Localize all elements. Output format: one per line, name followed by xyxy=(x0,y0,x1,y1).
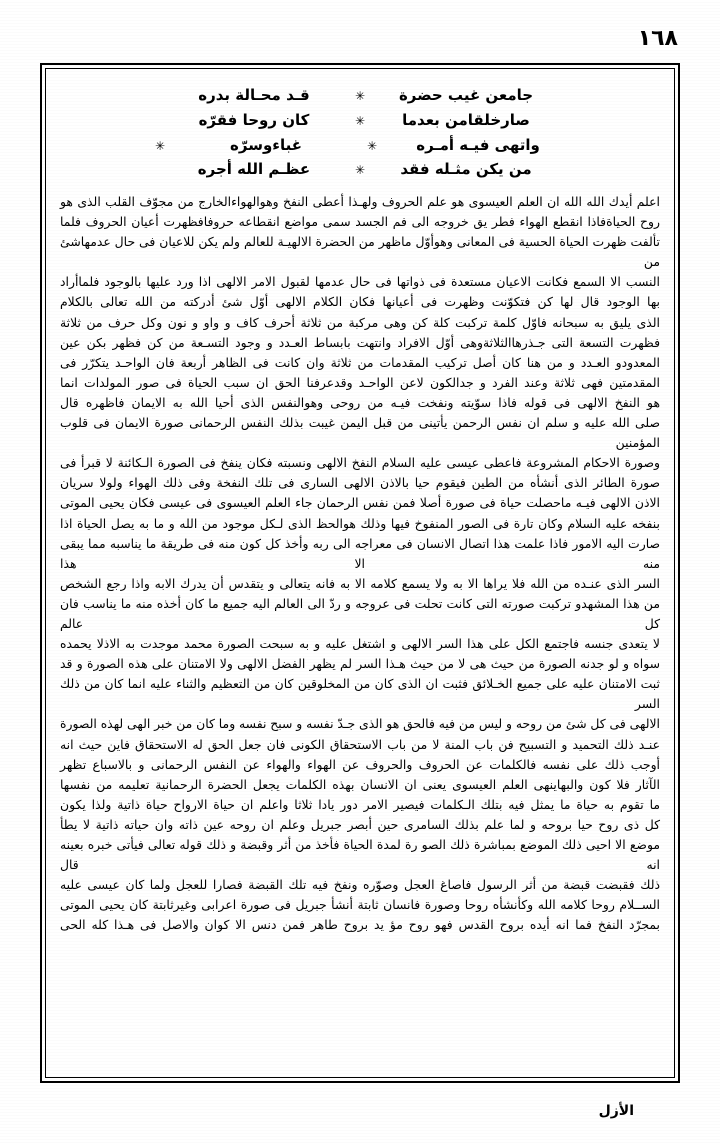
verse-hemistich-right: جامعن غيب حضرة xyxy=(398,86,534,104)
body-line: ذلك فقبضت قبضة من أثر الرسول فاصاغ العجل وصوّره ونفخ فيه تلك القبضة فصارا للعجل ولما كان عيسى عليه xyxy=(60,877,660,893)
catchword: الأزل xyxy=(598,1103,634,1119)
verse-separator-icon: ✳ xyxy=(354,113,366,128)
body-line: بها الوجود قال لها كن فتكوّنت وظهرت فى أعيانها فكان الكلام الالهى أوّل شئ أدركته من الله تعالى بالكلام xyxy=(60,294,660,310)
verse-line xyxy=(60,83,660,108)
body-line: لا يتعدى جنسه فاجتمع الكل على هذا السر الالهى و اشتغل عليه و به سبحت الصورة محمد موجدت به الاذلا يحمده xyxy=(60,636,660,652)
body-line: الالهى فى كل شئ من روحه و ليس من فيه فالحق هو الذى جـدّ نفسه و سبح نفسه وما كان من خبر الهى لهذه الصورة xyxy=(60,716,660,732)
body-line: صلى الله عليه و سلم ان نفس الرحمن يأتينى من قبل اليمن غيبت بذلك النفس الرحمانى صورة الايمان فى قلوب المؤمنين xyxy=(60,415,660,451)
body-line: الذى يليق به سبحانه فاوّل كلمة تركبت كلة كن وهى مركبة من ثلاثة أحرف كاف و واو و نون وكل حرف من ثلاثة xyxy=(60,314,660,330)
body-line: أوجب ذلك على نفسه فالكلمات عن الحروف والحروف عن الهواء والهواء عن النفس الرحمانى و بالاسباع تظهر xyxy=(60,756,660,772)
verse-hemistich-right: من يكن مثـله فقد xyxy=(400,160,532,179)
body-line: تألفت ظهرت الحياة الحسية فى المعانى وهوأوّل ماظهر من الحضرة الالهيـة للعالم ولم يكن للاعيان فى حال عدمهاشئ من xyxy=(60,234,660,270)
body-line: عنـد ذلك التحميد و التسبيح فن باب المنة لا من باب الاستحقاق الكونى فان جعل الحق له الاستحقاق فاين حيث انه xyxy=(60,736,660,752)
verse-line xyxy=(60,108,660,133)
body-line: فظهرت التسعة التى جـذرهاالثلاثةوهى أوّل الافراد وانتهت بابساط العـدد و وجود التسـعة من كن فظهر بكن عين xyxy=(60,334,660,350)
body-line: اعلم أيدك الله الله ان العلم العيسوى هو علم الحروف ولهـذا أعطى النفخ وهوالهواءالخارج من مجوّف القلب الذى هو xyxy=(60,194,660,209)
verse-hemistich-right: صارخلقامن بعدما xyxy=(402,110,530,129)
verse-separator-icon-2: ✳ xyxy=(154,138,165,153)
verse-hemistich-left: كان روحا فقرّه xyxy=(198,110,310,129)
body-line: ما تقوم به حياة ما يمثل فيه بتلك الـكلمات فيصير الامر دور يادا ثلاثا واعلم ان حياة الارواح حياة ذاتية ولذا يكون xyxy=(60,796,660,812)
body-line: كل ذى روح حيا بروحه و لما علم بذلك السامرى حين أبصر جبريل وعلم ان روحه عين ذاته وان حياته ذاتية لا يطأ xyxy=(60,816,660,832)
verse-line xyxy=(60,157,660,182)
body-line: السر الذى عنـده من الله فلا يراها الا به ولا يسمع كلامه الا به فانه يتعالى و يتقدس أن يدرك الابه واذا رجع الشخص xyxy=(60,575,660,591)
body-line: بنفخه عليه السلام وكان تارة فى الصور المنفوخ فيها وذلك هوالحظ الذى لـكل موجود من الله و ما به يصل الحياة اذا xyxy=(60,515,660,531)
body-line: من هذا المشهدو تركبت صورته التى كانت تحلت فى عروجه و ردّ الى العالم اليه جميع ما كان أخذه منه ما يناسب فان كل عالم xyxy=(60,595,660,631)
body-line: موضع الا احيى ذلك الموضع بمباشرة ذلك الصو رة لمدة الحياة فأخذ من أثر وقبضة و ذلك قوله تعالى فيأتى خبره بعينه انه قال xyxy=(60,837,660,873)
body-line: بمجرّد النفخ فما انه أيده بروح القدس فهو روح مؤ يد بروح طاهر فمن دنس الا كوان والاصل فى هـذا كله الحى xyxy=(60,917,660,933)
body-line: المقدمتين فهى ثلاثة وعند الفرد و جدالكون لاعن الواحـد وقدعرفنا الحق ان سبب الحياة فى صور المولدات انما xyxy=(60,374,660,390)
body-line: سواه و لو جدنه الصورة من حيث هى لا من حيث هـذا السر لم يظهر الفضل الالهى ولا الامتنان على هذه الصورة و قد xyxy=(60,656,660,672)
verse-separator-icon: ✳ xyxy=(354,163,366,178)
verse-line xyxy=(60,133,660,158)
verse-hemistich-left: قـد محـالة بدره xyxy=(198,86,310,104)
body-line: ثبت الامتنان عليه على جميع الخـلائق فثبت ان الذى كان من المخلوقين كان من التعظيم والثناء عليه انما كان من ذلك السر xyxy=(60,676,660,712)
body-line: الآثار فلا كون والبهاينهى العلم العيسوى يعنى ان الانسان بهذه الكلمات يجعل الحضرة الرحمانية تعليمه من نفسها xyxy=(60,776,660,792)
body-line: صورة الطائر الذى أنشأه من الطين فيقوم حيا بالاذن الالهى السارى فى تلك النفخة وفى ذلك الهواء ولولا سريان xyxy=(60,475,660,491)
verse-separator-icon: ✳ xyxy=(354,89,366,103)
text-frame-border xyxy=(40,63,680,1083)
body-line: وصورة الاحكام المشروعة فاعطى عيسى عليه السلام النفخ الالهى ونسبته فكان ينفخ فى الصورة الـكائنة لا قبرأ فى xyxy=(60,455,660,471)
body-line: الاذن الالهى فيـه ماحصلت حياة فى صورة أصلا فمن نفس الرحمان جاء العلم العيسوى فى عيسى فكان يحيى الموتى xyxy=(60,495,660,511)
body-line: روح الحياةفاذا انقطع الهواء فطر يق خروجه الى فم الجسد سمى مواضع انقطاعه حروفافظهرت أعيان الحروف فلما xyxy=(60,214,660,230)
verse-hemistich-right: واتهى فيـه أمـره xyxy=(416,135,540,154)
body-text xyxy=(60,192,660,935)
text-frame-inner xyxy=(45,68,675,1078)
verse-hemistich-left: غباءوسرّه xyxy=(230,135,302,154)
body-line: النسب الا السمع فكانت الاعيان مستعدة فى ذواتها فى حال عدمها لقبول الامر الالهى اذا ورد عليها بالوجود فلماأراد xyxy=(60,274,660,290)
body-line: المعدودو العـدد و من هنا كان أصل تركيب المقدمات من ثلاثة وان كانت فى الظاهر أربعة فان الواحـد يتكرّر فى xyxy=(60,354,660,370)
verse-block xyxy=(60,83,660,182)
verse-hemistich-left: عظـم الله أجره xyxy=(197,160,311,179)
body-line: الســلام روحا كلامه الله وكأنشأه روحا وصورة فانسان ثابتة أنشأ جبريل فى صورة اعرابى وغيرثابتة كان يحيى الموتى xyxy=(60,897,660,913)
body-line: هو النفخ الالهى فى قوله فاذا سوّيته ونفخت فيـه من روحى وهوالنفس الذى أحيا الله به الايمان فاظهره قال xyxy=(60,394,660,410)
body-line: صارت اليه الامور فاذا علمت هذا اتصال الانسان فى معراجه الى ربه وأخذ كل كون منه فى طريقة ما يناسبه مما يبقى منه الا هذا xyxy=(60,535,660,571)
verse-separator-icon: ✳ xyxy=(367,138,378,153)
page-number: ١٦٨ xyxy=(637,26,678,51)
